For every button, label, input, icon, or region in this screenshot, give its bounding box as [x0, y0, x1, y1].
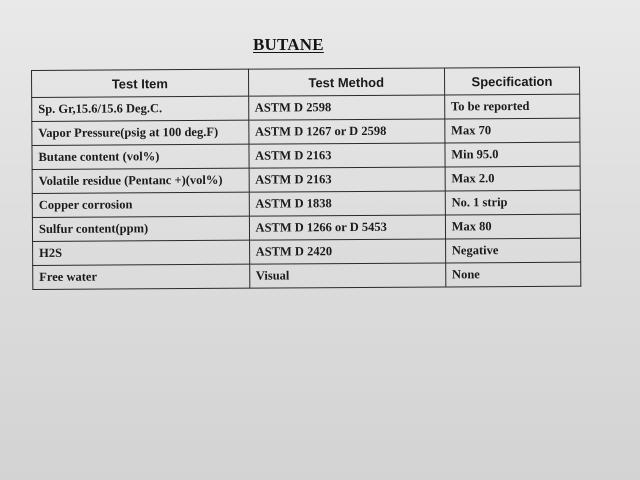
table-row: [32, 214, 580, 241]
cell-specification: Max 2.0: [445, 166, 580, 191]
cell-test-item: Vapor Pressure(psig at 100 deg.F): [32, 120, 249, 145]
cell-test-method: ASTM D 2163: [249, 143, 445, 168]
cell-test-method: Visual: [249, 263, 445, 288]
cell-test-item: Sp. Gr,15.6/15.6 Deg.C.: [32, 96, 249, 121]
cell-test-method: ASTM D 1266 or D 5453: [249, 215, 445, 240]
table-header-row: [32, 67, 580, 97]
cell-test-item: Butane content (vol%): [32, 144, 249, 169]
cell-test-method: ASTM D 2420: [249, 239, 445, 264]
cell-specification: Max 70: [445, 118, 580, 143]
table-row: [32, 94, 580, 121]
header-test-item: Test Item: [32, 69, 249, 97]
specification-table: [31, 67, 581, 290]
document-title: BUTANE: [253, 35, 324, 54]
table-row: [33, 238, 581, 265]
table-row: [33, 262, 581, 289]
table-row: [32, 166, 580, 193]
table-row: [32, 190, 580, 217]
cell-specification: Max 80: [445, 214, 580, 239]
header-specification: Specification: [444, 67, 579, 95]
cell-test-method: ASTM D 1838: [249, 191, 445, 216]
cell-specification: Negative: [445, 238, 580, 263]
table-row: [32, 118, 580, 145]
cell-test-item: Copper corrosion: [32, 192, 249, 217]
header-test-method: Test Method: [248, 68, 444, 96]
cell-test-method: ASTM D 1267 or D 2598: [248, 119, 444, 144]
cell-specification: No. 1 strip: [445, 190, 580, 215]
cell-specification: To be reported: [444, 94, 579, 119]
cell-test-item: H2S: [33, 240, 250, 265]
cell-test-item: Volatile residue (Pentanc +)(vol%): [32, 168, 249, 193]
cell-test-item: Sulfur content(ppm): [32, 216, 249, 241]
cell-test-method: ASTM D 2163: [249, 167, 445, 192]
cell-specification: Min 95.0: [445, 142, 580, 167]
cell-test-item: Free water: [33, 264, 250, 289]
table-row: [32, 142, 580, 169]
cell-test-method: ASTM D 2598: [248, 95, 444, 120]
cell-specification: None: [445, 262, 580, 287]
